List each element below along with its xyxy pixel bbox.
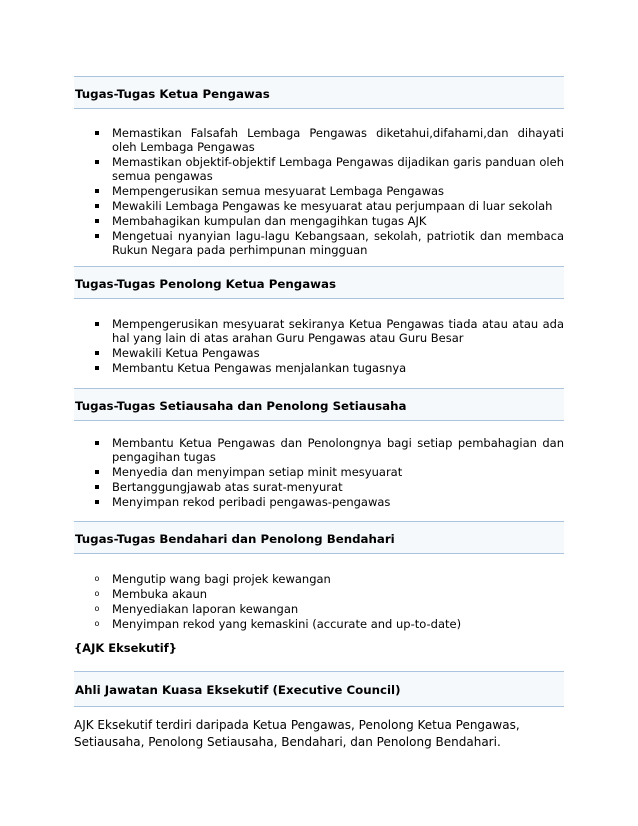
list-item [74, 602, 564, 616]
list-item [74, 126, 564, 154]
square-bullet-icon [92, 361, 102, 375]
list-item [74, 317, 564, 345]
list-item [74, 572, 564, 586]
square-bullet-icon [92, 346, 102, 360]
item-text: Menyimpan rekod peribadi pengawas-pengawas [112, 495, 391, 509]
heading-text: Ahli Jawatan Kuasa Eksekutif (Executive Council) [75, 683, 401, 697]
section-heading-ketua [74, 76, 564, 109]
list-item [74, 184, 564, 198]
council-paragraph: AJK Eksekutif terdiri daripada Ketua Pengawas, Penolong Ketua Pengawas, Setiausaha, Penolong Setiausaha, Bendahari, dan Penolong Bendahari. [74, 718, 520, 749]
list-item [74, 214, 564, 228]
item-text: Mengutip wang bagi projek kewangan [112, 572, 331, 586]
circle-bullet-icon: o [94, 589, 100, 598]
section-heading-penolong-ketua [74, 266, 564, 299]
square-bullet-icon [92, 317, 102, 331]
item-text: Mempengerusikan semua mesyuarat Lembaga Pengawas [112, 184, 445, 198]
square-bullet-icon [92, 214, 102, 228]
list-item [74, 617, 564, 631]
item-text: Memastikan Falsafah Lembaga Pengawas diketahui,difahami,dan dihayati oleh Lembaga Pengawas [112, 126, 564, 154]
square-bullet-icon [92, 199, 102, 213]
item-text: Menyediakan laporan kewangan [112, 602, 299, 616]
item-text: Bertanggungjawab atas surat-menyurat [112, 480, 343, 494]
item-text: Membuka akaun [112, 587, 208, 601]
square-bullet-icon [92, 495, 102, 509]
item-text: Membantu Ketua Pengawas dan Penolongnya bagi setiap pembahagian dan pengagihan tugas [112, 436, 564, 464]
heading-text: Tugas-Tugas Penolong Ketua Pengawas [75, 277, 337, 291]
list-setiausaha [74, 436, 564, 510]
section-heading-setiausaha [74, 388, 564, 421]
item-text: Membantu Ketua Pengawas menjalankan tugasnya [112, 361, 407, 375]
list-item [74, 361, 564, 375]
item-text: Mewakili Lembaga Pengawas ke mesyuarat atau perjumpaan di luar sekolah [112, 199, 553, 213]
square-bullet-icon [92, 480, 102, 494]
list-bendahari [74, 572, 564, 632]
heading-text: Tugas-Tugas Setiausaha dan Penolong Setiausaha [75, 399, 407, 413]
list-item [74, 199, 564, 213]
item-text: Membahagikan kumpulan dan mengagihkan tugas AJK [112, 214, 427, 228]
item-text: Mewakili Ketua Pengawas [112, 346, 260, 360]
item-text: Mengetuai nyanyian lagu-lagu Kebangsaan, sekolah, patriotik dan membaca Rukun Negara pada perhimpunan mingguan [112, 229, 564, 257]
square-bullet-icon [92, 126, 102, 140]
list-item [74, 495, 564, 509]
list-ketua [74, 126, 564, 258]
square-bullet-icon [92, 229, 102, 243]
section-heading-bendahari [74, 521, 564, 554]
list-penolong-ketua [74, 317, 564, 376]
circle-bullet-icon: o [94, 619, 100, 628]
item-text: Menyedia dan menyimpan setiap minit mesyuarat [112, 465, 403, 479]
heading-text: Tugas-Tugas Ketua Pengawas [75, 87, 270, 101]
list-item [74, 346, 564, 360]
list-item [74, 436, 564, 464]
item-text: Mempengerusikan mesyuarat sekiranya Ketua Pengawas tiada atau atau ada hal yang lain di atas arahan Guru Pengawas atau Guru Besar [112, 317, 564, 345]
list-item [74, 465, 564, 479]
list-item [74, 155, 564, 183]
item-text: Menyimpan rekod yang kemaskini (accurate and up-to-date) [112, 617, 462, 631]
square-bullet-icon [92, 155, 102, 169]
square-bullet-icon [92, 465, 102, 479]
list-item [74, 587, 564, 601]
list-item [74, 229, 564, 257]
square-bullet-icon [92, 184, 102, 198]
square-bullet-icon [92, 436, 102, 450]
subtitle-ajk-eksekutif: {AJK Eksekutif} [74, 641, 177, 655]
circle-bullet-icon: o [94, 604, 100, 613]
heading-text: Tugas-Tugas Bendahari dan Penolong Bendahari [75, 532, 395, 546]
item-text: Memastikan objektif-objektif Lembaga Pengawas dijadikan garis panduan oleh semua pengawas [112, 155, 564, 183]
list-item [74, 480, 564, 494]
circle-bullet-icon: o [94, 574, 100, 583]
section-heading-council [74, 671, 564, 707]
